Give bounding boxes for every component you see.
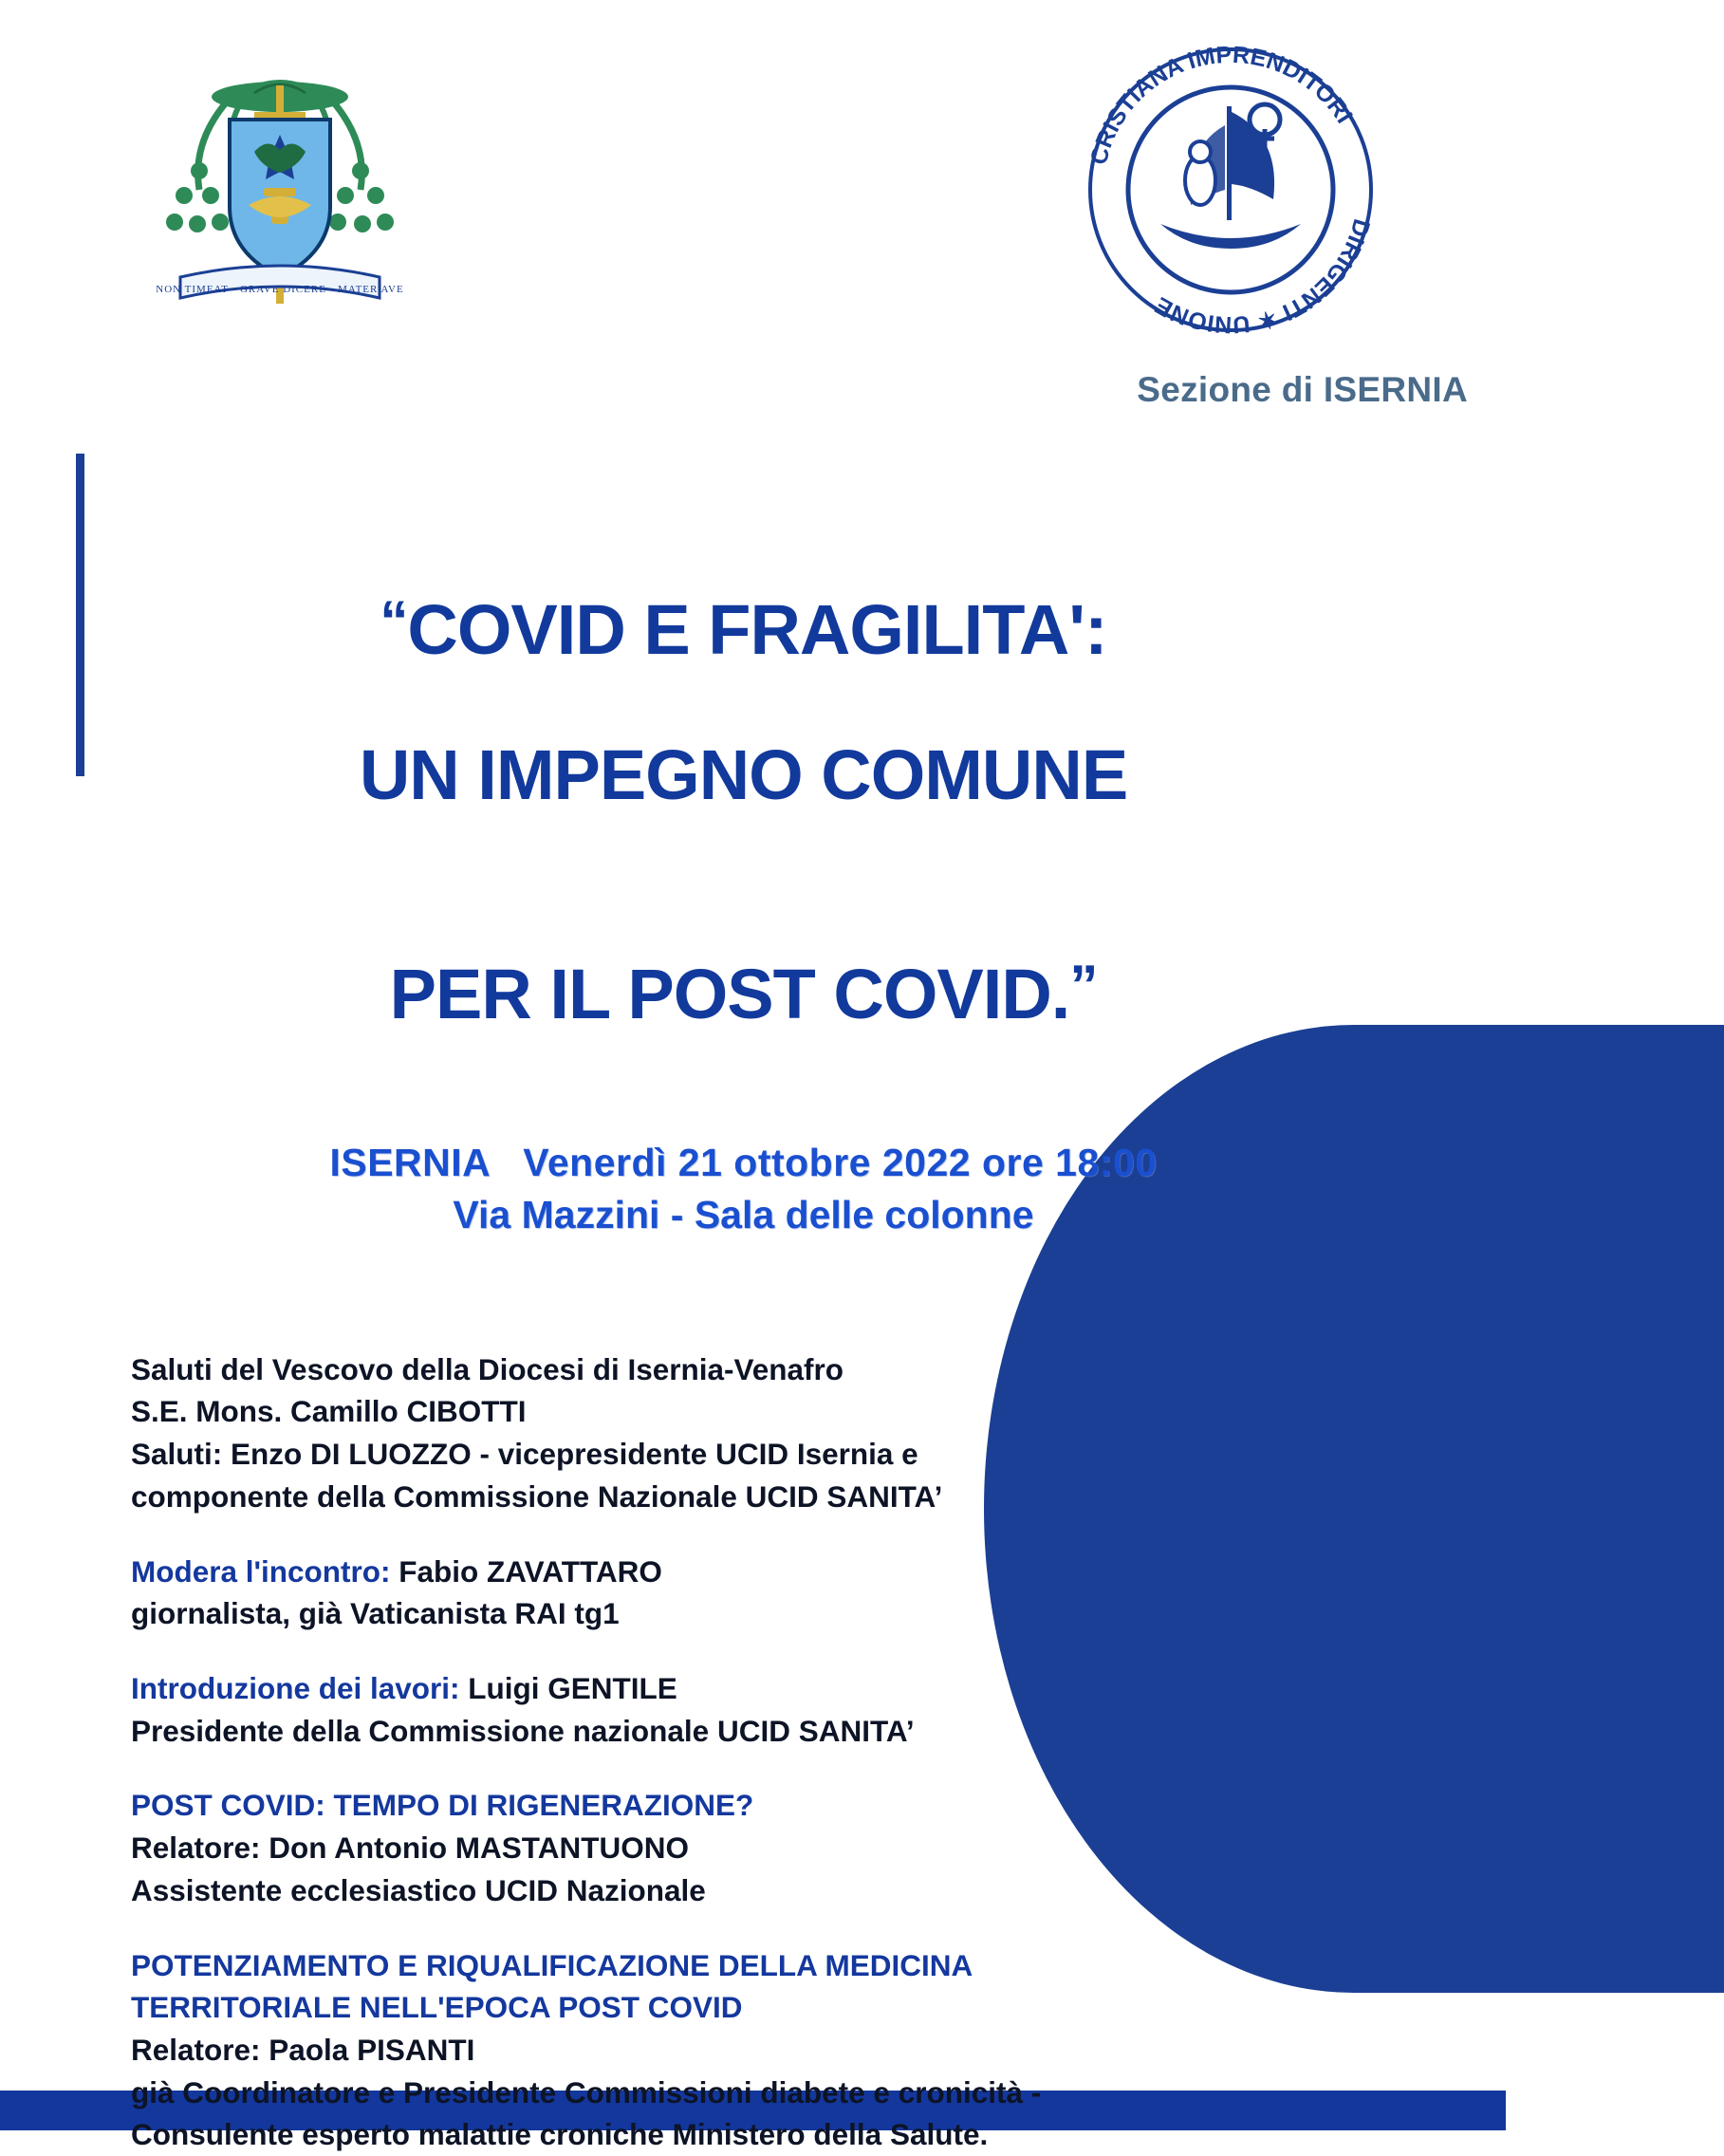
ucid-logo-icon <box>1079 38 1382 342</box>
title-block <box>0 448 1506 1242</box>
program-line: già Coordinatore e Presidente Commissioni diabete e cronicità - <box>131 2074 1042 2110</box>
program-list <box>131 1348 1203 2156</box>
program-block-talk-1 <box>131 1784 1203 1911</box>
program-block-talk-2 <box>131 1944 1203 2156</box>
program-heading: POTENZIAMENTO E RIQUALIFICAZIONE DELLA MEDICINA <box>131 1947 973 1982</box>
program-block-greetings <box>131 1348 1203 1518</box>
program-line: Consulente esperto malattie croniche Ministero della Salute. <box>131 2117 989 2152</box>
program-line: Relatore: Don Antonio MASTANTUONO <box>131 1831 689 1866</box>
section-label: Sezione di ISERNIA <box>1137 370 1468 409</box>
title-line-1: COVID E FRAGILITA': <box>407 590 1107 670</box>
title-line-3: PER IL POST COVID. <box>389 954 1070 1033</box>
program-heading: Introduzione dei lavori: <box>131 1670 460 1705</box>
open-quote: “ <box>380 589 408 654</box>
svg-text:CRISTIANA IMPRENDITORI: CRISTIANA IMPRENDITORI <box>1084 41 1358 168</box>
program-heading-name: Fabio ZAVATTARO <box>390 1553 662 1589</box>
program-heading-second-line: TERRITORIALE NELL'EPOCA POST COVID <box>131 1990 743 2025</box>
program-heading: POST COVID: TEMPO DI RIGENERAZIONE? <box>131 1788 754 1823</box>
svg-text:DIRIGENTI ✶ UNIONE: DIRIGENTI ✶ UNIONE <box>1150 215 1376 339</box>
program-line: Assistente ecclesiastico UCID Nazionale <box>131 1872 706 1907</box>
program-line: componente della Commissione Nazionale UCID SANITA’ <box>131 1478 943 1514</box>
event-city: ISERNIA <box>329 1140 491 1184</box>
page-title <box>95 448 1392 1103</box>
event-datetime: Venerdì 21 ottobre 2022 ore 18:00 <box>523 1140 1158 1184</box>
program-line: S.E. Mons. Camillo CIBOTTI <box>131 1394 527 1429</box>
program-line: giornalista, già Vaticanista RAI tg1 <box>131 1596 620 1631</box>
program-block-moderator <box>131 1551 1203 1635</box>
event-details <box>95 1137 1392 1242</box>
program-heading: Modera l'incontro: <box>131 1553 391 1589</box>
poster-header <box>0 0 1506 446</box>
program-line: Saluti: Enzo DI LUOZZO - vicepresidente UCID Isernia e <box>131 1437 918 1472</box>
title-line-2: UN IMPEGNO COMUNE <box>359 734 1128 814</box>
event-venue: Via Mazzini - Sala delle colonne <box>453 1193 1034 1237</box>
program-block-introduction <box>131 1667 1203 1752</box>
svg-text:NON TIMEAT · GRAVE DICERE · MA: NON TIMEAT · GRAVE DICERE · MATER AVE <box>156 284 404 295</box>
bishop-coat-of-arms-icon <box>142 28 417 342</box>
close-quote: ” <box>1069 953 1098 1017</box>
program-heading-name: Luigi GENTILE <box>459 1670 677 1705</box>
program-line: Saluti del Vescovo della Diocesi di Isernia-Venafro <box>131 1351 844 1386</box>
program-line: Relatore: Paola PISANTI <box>131 2033 475 2067</box>
program-line: Presidente della Commissione nazionale UCID SANITA’ <box>131 1713 915 1748</box>
